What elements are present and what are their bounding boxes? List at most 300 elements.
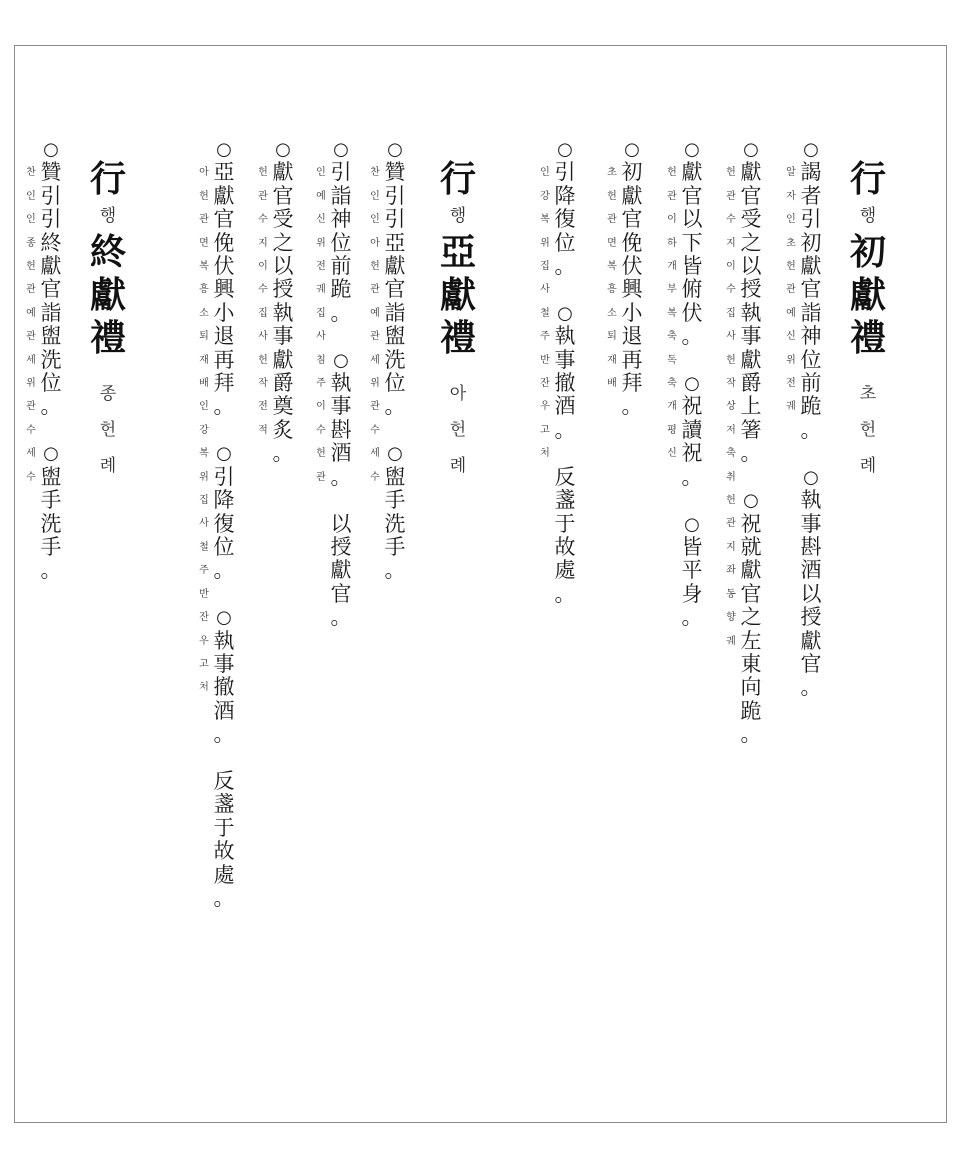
hanja-char: 。	[554, 254, 576, 279]
hangul-reading: 전	[316, 261, 326, 273]
hanja-char: ○	[216, 607, 232, 629]
hangul-reading: 지	[726, 237, 736, 249]
hangul-reading: 배	[199, 378, 209, 390]
hanja-char: 盥	[40, 324, 62, 349]
hangul-reading: 집	[726, 307, 736, 319]
hanja-char: 祝	[681, 441, 703, 466]
hangul-reading-column	[256, 161, 270, 442]
hangul-reading: 축	[667, 378, 677, 390]
hanja-char: 官	[330, 581, 352, 606]
hangul-reading: 소	[607, 307, 617, 319]
hangul-reading: 강	[199, 424, 209, 436]
hanja-char: 洗	[40, 347, 62, 372]
hanja-char: 俛	[213, 230, 235, 255]
hanja-char: 爵	[272, 371, 294, 396]
hanja-char: 身	[681, 581, 703, 606]
hanja-char: 洗	[384, 511, 406, 536]
hangul-reading: 반	[199, 588, 209, 600]
hangul-reading: 헌	[199, 190, 209, 202]
hangul-reading: 침	[316, 354, 326, 366]
hanja-char: 跪	[800, 394, 822, 419]
hanja-char: 獻	[740, 347, 762, 372]
hanja-char: 官	[740, 581, 762, 606]
hangul-reading: 면	[199, 237, 209, 249]
hangul-reading: 관	[370, 284, 380, 296]
hangul-reading: 수	[258, 284, 268, 296]
ritual-text-column	[665, 138, 705, 630]
hanja-char: 贊	[384, 160, 406, 185]
hanja-char: 事	[554, 347, 576, 372]
hanja-char: 跪	[740, 698, 762, 723]
ritual-text-column	[314, 138, 354, 630]
hangul-reading: 고	[199, 658, 209, 670]
hanja-char: 引	[384, 183, 406, 208]
hangul-reading: 위	[199, 471, 209, 483]
hanja-char: 手	[40, 534, 62, 559]
hangul-reading: 지	[726, 541, 736, 553]
hangul-reading: 헌	[258, 167, 268, 179]
hangul-reading-column	[538, 161, 552, 465]
hanja-char: 亞	[384, 230, 406, 255]
hanja-char: ○	[43, 443, 59, 465]
heading-char: 行	[849, 158, 886, 200]
hanja-char: 位	[384, 371, 406, 396]
hangul-reading: 집	[316, 307, 326, 319]
hanja-char: 獻	[740, 558, 762, 583]
hangul-reading: 동	[726, 588, 736, 600]
hanja-char: 以	[330, 511, 352, 536]
hangul-reading: 면	[607, 237, 617, 249]
hangul-reading-column	[784, 161, 798, 418]
hangul-reading: 이	[258, 261, 268, 273]
hangul-reading: 예	[786, 307, 796, 319]
hanja-char: 神	[330, 207, 352, 232]
hangul-reading: 인	[199, 401, 209, 413]
hanja-char: 以	[800, 581, 822, 606]
hanja-char: 東	[740, 651, 762, 676]
hanja-char: 盥	[384, 464, 406, 489]
hangul-reading: 사	[316, 331, 326, 343]
hangul-reading-column	[605, 161, 619, 395]
hangul-reading: 인	[786, 214, 796, 226]
hangul-reading: 이	[316, 401, 326, 413]
hangul-reading: 하	[667, 237, 677, 249]
hanja-char: 洗	[40, 511, 62, 536]
hanja-char: 左	[740, 628, 762, 653]
ritual-text-column	[538, 138, 578, 606]
hanja-char: 箸	[740, 417, 762, 442]
hanja-char: 獻	[621, 183, 643, 208]
hangul-reading: 주	[199, 565, 209, 577]
hangul-reading: 복	[540, 214, 550, 226]
heading-reading: 례	[449, 456, 467, 476]
hangul-reading: 개	[667, 261, 677, 273]
hangul-reading: 세	[370, 354, 380, 366]
hanja-char: 興	[213, 277, 235, 302]
ritual-text-column	[368, 138, 408, 583]
hanja-char: 授	[800, 605, 822, 630]
hangul-reading: 집	[199, 495, 209, 507]
hanja-char: ○	[743, 490, 759, 512]
hanja-char: 于	[213, 815, 235, 840]
heading-char: 獻	[89, 274, 126, 316]
hanja-text-column	[328, 138, 354, 630]
hanja-char: 。	[740, 722, 762, 747]
hangul-reading: 찬	[370, 167, 380, 179]
hangul-reading: 소	[199, 307, 209, 319]
section-heading-column	[86, 158, 130, 484]
hangul-reading: 작	[726, 378, 736, 390]
hanja-char: 手	[384, 488, 406, 513]
hangul-reading: 예	[26, 307, 36, 319]
hanja-char: 向	[740, 675, 762, 700]
hanja-char: 。	[681, 464, 703, 489]
hangul-reading: 인	[370, 214, 380, 226]
hanja-char: 獻	[800, 254, 822, 279]
hangul-reading: 수	[26, 424, 36, 436]
hangul-reading: 세	[26, 354, 36, 366]
hanja-char: 小	[213, 300, 235, 325]
hanja-char: 初	[621, 160, 643, 185]
hanja-char	[798, 442, 824, 465]
hangul-reading: 아	[199, 167, 209, 179]
heading-reading: 헌	[99, 420, 117, 440]
hanja-char: 俯	[681, 277, 703, 302]
hanja-char: 詣	[384, 300, 406, 325]
hangul-reading: 반	[540, 354, 550, 366]
hanja-char: 者	[800, 183, 822, 208]
hanja-char: 引	[213, 464, 235, 489]
hangul-reading-column	[724, 161, 738, 653]
hanja-char: ○	[803, 139, 819, 160]
ritual-text-column	[24, 138, 64, 583]
hanja-text-column	[679, 138, 705, 630]
hangul-reading: 퇴	[607, 331, 617, 343]
hanja-char: 執	[800, 488, 822, 513]
hanja-char: 以	[740, 254, 762, 279]
hangul-reading: 처	[199, 682, 209, 694]
heading-char: 行	[439, 158, 476, 200]
hanja-char: 謁	[800, 160, 822, 185]
hangul-reading: 수	[26, 471, 36, 483]
hanja-char: ○	[557, 302, 573, 324]
hangul-reading: 사	[258, 331, 268, 343]
hanja-char: ○	[743, 139, 759, 160]
hangul-reading: 관	[316, 471, 326, 483]
hanja-char: 。	[384, 394, 406, 419]
hangul-reading: 관	[726, 518, 736, 530]
hanja-char: 盞	[213, 792, 235, 817]
hanja-char: 。	[800, 675, 822, 700]
heading-reading: 헌	[449, 420, 467, 440]
hanja-char: 酒	[800, 558, 822, 583]
hangul-reading: 궤	[726, 635, 736, 647]
hanja-char: 獻	[40, 254, 62, 279]
hangul-reading: 궤	[316, 284, 326, 296]
hanja-char: 引	[330, 160, 352, 185]
hanja-char: 。	[554, 417, 576, 442]
hanja-char: 伏	[213, 254, 235, 279]
hanja-char: 。	[330, 605, 352, 630]
hanja-char: 官	[272, 183, 294, 208]
hanja-char: 以	[272, 254, 294, 279]
hangul-reading: 세	[26, 448, 36, 460]
hangul-reading-column	[24, 161, 38, 489]
hangul-reading: 헌	[316, 448, 326, 460]
hanja-char: 初	[800, 230, 822, 255]
heading-reading: 행	[99, 206, 117, 226]
hangul-reading: 위	[370, 378, 380, 390]
hanja-char	[211, 747, 237, 770]
hangul-reading: 주	[540, 331, 550, 343]
hanja-char: 祝	[740, 511, 762, 536]
hangul-reading: 세	[370, 448, 380, 460]
hangul-reading: 작	[258, 378, 268, 390]
hanja-char: 。	[213, 722, 235, 747]
hangul-reading-column	[368, 161, 382, 489]
ritual-text-column	[256, 138, 296, 466]
hangul-reading: 관	[370, 331, 380, 343]
hanja-char: 詣	[800, 300, 822, 325]
hangul-reading: 찬	[26, 167, 36, 179]
hangul-reading: 관	[726, 190, 736, 202]
hanja-char: 。	[40, 558, 62, 583]
hangul-reading: 헌	[726, 495, 736, 507]
hanja-char: 官	[740, 183, 762, 208]
hanja-char: 詣	[330, 183, 352, 208]
hangul-reading: 헌	[726, 167, 736, 179]
hanja-char: ○	[216, 139, 232, 160]
hanja-char: 上	[740, 394, 762, 419]
hanja-char: 執	[213, 628, 235, 653]
hanja-char: 撤	[554, 371, 576, 396]
ritual-text-column	[724, 138, 764, 747]
heading-char: 行	[89, 158, 126, 200]
hanja-char: 執	[740, 300, 762, 325]
hanja-char: 退	[621, 324, 643, 349]
hanja-char: 授	[272, 277, 294, 302]
hanja-char: 盥	[384, 324, 406, 349]
hanja-char: 。	[40, 394, 62, 419]
hangul-reading: 재	[607, 354, 617, 366]
hanja-char: 斟	[330, 417, 352, 442]
hanja-text-column	[211, 138, 237, 910]
hangul-reading: 수	[726, 284, 736, 296]
hanja-char: 祝	[681, 394, 703, 419]
hanja-char: 官	[213, 207, 235, 232]
hangul-reading: 복	[199, 261, 209, 273]
hangul-reading: 지	[258, 237, 268, 249]
hangul-reading: 인	[540, 167, 550, 179]
hanja-char: 。	[740, 441, 762, 466]
hanja-char: 官	[40, 277, 62, 302]
hangul-reading: 흥	[607, 284, 617, 296]
hanja-char: 事	[272, 324, 294, 349]
hangul-reading: 좌	[726, 565, 736, 577]
hangul-reading: 수	[726, 214, 736, 226]
hanja-char: 之	[740, 605, 762, 630]
hanja-char: 引	[40, 183, 62, 208]
hanja-text-column	[38, 138, 64, 583]
hangul-reading: 집	[540, 261, 550, 273]
hanja-char: ○	[333, 349, 349, 371]
hanja-char: 官	[384, 277, 406, 302]
hangul-reading: 관	[667, 190, 677, 202]
hangul-reading: 헌	[786, 261, 796, 273]
section-heading-column	[846, 158, 890, 484]
hangul-reading: 취	[726, 471, 736, 483]
hanja-char	[328, 325, 354, 348]
hanja-char: 平	[681, 558, 703, 583]
hanja-char: 。	[800, 417, 822, 442]
hangul-reading: 이	[667, 214, 677, 226]
heading-char: 禮	[849, 317, 886, 359]
hanja-char: 以	[681, 207, 703, 232]
hanja-char: 就	[740, 534, 762, 559]
hanja-char: 酒	[554, 394, 576, 419]
hanja-char: ○	[803, 466, 819, 488]
heading-char: 獻	[849, 274, 886, 316]
hanja-char: 官	[800, 277, 822, 302]
hanja-char: 于	[554, 511, 576, 536]
hanja-char: 贊	[40, 160, 62, 185]
hanja-char: ○	[275, 139, 291, 160]
hanja-char: 。	[681, 324, 703, 349]
document-page	[14, 45, 947, 1123]
hanja-char: 降	[554, 183, 576, 208]
hangul-reading: 아	[370, 237, 380, 249]
hanja-char: 官	[621, 207, 643, 232]
hanja-char: 受	[272, 207, 294, 232]
hanja-char: 伏	[681, 300, 703, 325]
hangul-reading: 평	[667, 424, 677, 436]
hangul-reading: 우	[199, 635, 209, 647]
hanja-char: 故	[213, 839, 235, 864]
heading-reading: 헌	[859, 420, 877, 440]
hanja-char: 。	[554, 581, 576, 606]
hanja-char: 復	[213, 511, 235, 536]
hangul-reading: 인	[316, 167, 326, 179]
hanja-char: 盞	[554, 488, 576, 513]
hanja-char: 。	[384, 558, 406, 583]
hanja-text-column	[619, 138, 645, 419]
hangul-reading: 헌	[607, 190, 617, 202]
hanja-char: 亞	[213, 160, 235, 185]
hangul-reading: 복	[199, 448, 209, 460]
hangul-reading: 우	[540, 401, 550, 413]
hanja-char: 引	[554, 160, 576, 185]
hangul-reading: 관	[258, 190, 268, 202]
hanja-char: 。	[330, 464, 352, 489]
hangul-reading: 철	[199, 541, 209, 553]
hanja-char: 皆	[681, 254, 703, 279]
hanja-char: 官	[800, 651, 822, 676]
hanja-char: 降	[213, 488, 235, 513]
hangul-reading: 배	[607, 378, 617, 390]
hangul-reading: 신	[786, 331, 796, 343]
hangul-reading: 이	[726, 261, 736, 273]
hangul-reading: 헌	[370, 261, 380, 273]
hanja-char: 小	[621, 300, 643, 325]
hanja-char: 位	[554, 230, 576, 255]
hanja-char	[552, 442, 578, 465]
ritual-text-column	[197, 138, 237, 910]
heading-reading: 례	[859, 456, 877, 476]
hanja-char: 引	[800, 207, 822, 232]
hanja-char	[38, 419, 64, 442]
hangul-reading: 수	[370, 471, 380, 483]
hangul-reading: 사	[540, 284, 550, 296]
hangul-reading: 위	[540, 237, 550, 249]
hangul-reading: 헌	[667, 167, 677, 179]
heading-char: 獻	[439, 274, 476, 316]
hanja-char: 事	[330, 394, 352, 419]
hangul-reading: 재	[199, 354, 209, 366]
heading-char: 禮	[439, 317, 476, 359]
hangul-reading: 초	[786, 237, 796, 249]
hangul-reading: 상	[726, 401, 736, 413]
hanja-char: 之	[272, 230, 294, 255]
hanja-char: 酒	[213, 698, 235, 723]
hanja-text-column	[552, 138, 578, 606]
hanja-char	[211, 583, 237, 606]
hanja-char: ○	[43, 139, 59, 160]
hanja-char: 獻	[272, 347, 294, 372]
hanja-char: 。	[213, 394, 235, 419]
hanja-char: 獻	[384, 254, 406, 279]
hangul-reading: 집	[258, 307, 268, 319]
hanja-char: 。	[272, 441, 294, 466]
heading-reading: 종	[99, 384, 117, 404]
hangul-reading: 예	[370, 307, 380, 319]
hanja-char: 皆	[681, 534, 703, 559]
hangul-reading: 강	[540, 190, 550, 202]
hanja-char: 爵	[740, 371, 762, 396]
ritual-text-column	[605, 138, 645, 419]
hanja-char: 處	[554, 558, 576, 583]
hanja-char: 獻	[213, 183, 235, 208]
hanja-char: 。	[621, 394, 643, 419]
hanja-char: 洗	[384, 347, 406, 372]
hangul-reading-column	[314, 161, 328, 489]
hanja-char: ○	[387, 139, 403, 160]
hanja-char: 興	[621, 277, 643, 302]
hanja-char: ○	[557, 139, 573, 160]
hangul-reading: 주	[316, 378, 326, 390]
hanja-char: 讀	[681, 417, 703, 442]
hanja-char: 事	[800, 511, 822, 536]
hangul-reading: 축	[667, 331, 677, 343]
hanja-char	[328, 489, 354, 512]
hangul-reading: 궤	[786, 401, 796, 413]
hanja-char: 神	[800, 324, 822, 349]
hanja-char: 位	[800, 347, 822, 372]
heading-reading: 행	[449, 206, 467, 226]
hanja-char: ○	[684, 139, 700, 160]
hangul-reading: 철	[540, 307, 550, 319]
hangul-reading: 적	[258, 424, 268, 436]
hanja-char: 故	[554, 534, 576, 559]
hangul-reading: 저	[726, 424, 736, 436]
hangul-reading: 수	[370, 424, 380, 436]
hanja-char: 事	[213, 651, 235, 676]
hangul-reading: 복	[607, 261, 617, 273]
hanja-char: 官	[681, 183, 703, 208]
hangul-reading: 위	[316, 237, 326, 249]
hangul-reading: 사	[726, 331, 736, 343]
hanja-text-column	[382, 138, 408, 583]
hangul-reading: 인	[26, 214, 36, 226]
